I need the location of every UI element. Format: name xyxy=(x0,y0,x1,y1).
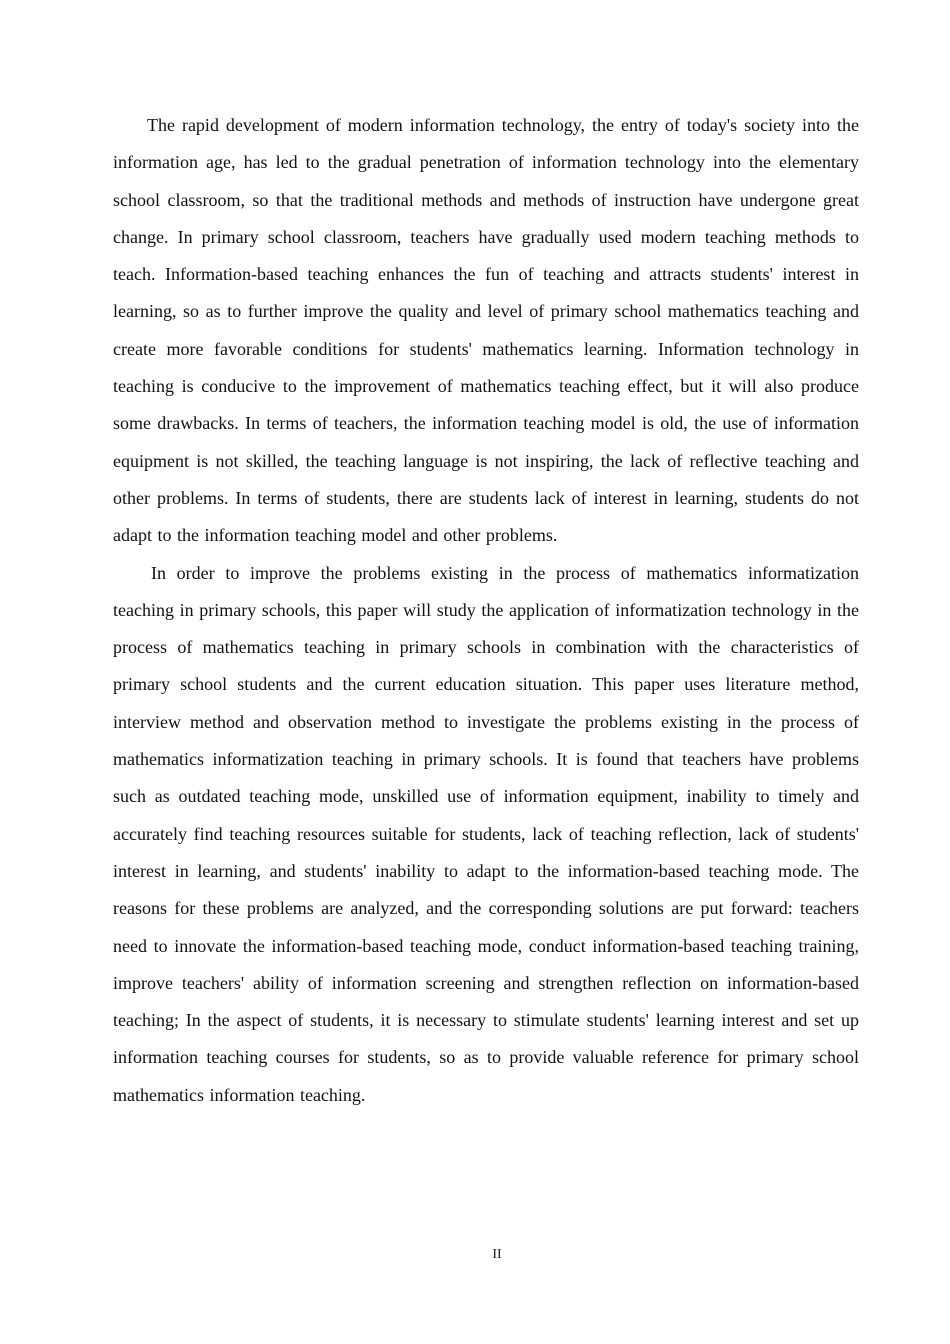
abstract-body xyxy=(113,107,859,1114)
abstract-paragraph-2: In order to improve the problems existing in the process of mathematics informatization teaching in primary schools, this paper will study the application of informatization technology in the process of mathematics teaching in primary schools in combination with the characteristics of primary school students and the current education situation. This paper uses literature method, interview method and observation method to investigate the problems existing in the process of mathematics informatization teaching in primary schools. It is found that teachers have problems such as outdated teaching mode, unskilled use of information equipment, inability to timely and accurately find teaching resources suitable for students, lack of teaching reflection, lack of students' interest in learning, and students' inability to adapt to the information-based teaching mode. The reasons for these problems are analyzed, and the corresponding solutions are put forward: teachers need to innovate the information-based teaching mode, conduct information-based teaching training, improve teachers' ability of information screening and strengthen reflection on information-based teaching; In the aspect of students, it is necessary to stimulate students' learning interest and set up information teaching courses for students, so as to provide valuable reference for primary school mathematics information teaching. xyxy=(113,562,859,1105)
page-number: II xyxy=(492,1247,502,1262)
abstract-paragraph-1: The rapid development of modern information technology, the entry of today's society into the information age, has led to the gradual penetration of information technology into the elementary school classroom, so that the traditional methods and methods of instruction have undergone great change. In primary school classroom, teachers have gradually used modern teaching methods to teach. Information-based teaching enhances the fun of teaching and attracts students' interest in learning, so as to further improve the quality and level of primary school mathematics teaching and create more favorable conditions for students' mathematics learning. Information technology in teaching is conducive to the improvement of mathematics teaching effect, but it will also produce some drawbacks. In terms of teachers, the information teaching model is old, the use of information equipment is not skilled, the teaching language is not inspiring, the lack of reflective teaching and other problems. In terms of students, there are students lack of interest in learning, students do not adapt to the information teaching model and other problems. xyxy=(113,115,859,546)
